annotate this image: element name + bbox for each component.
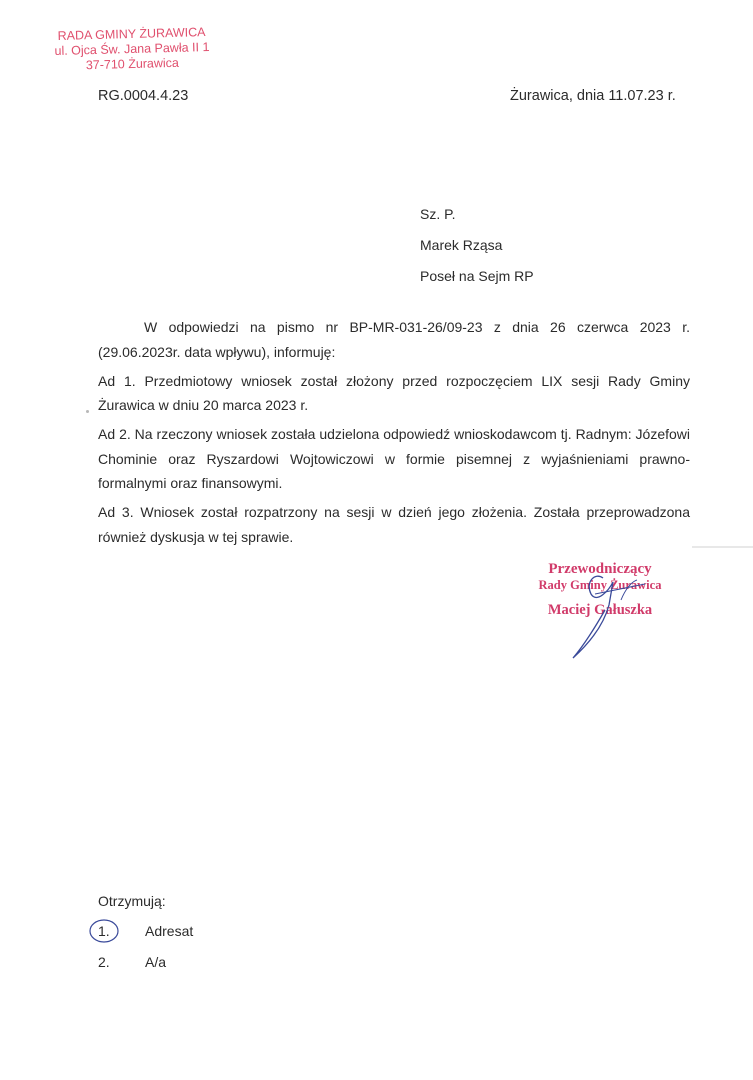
recipient-row — [98, 954, 166, 985]
recipients-block — [98, 893, 194, 985]
scan-dot — [86, 410, 89, 413]
office-stamp — [51, 25, 212, 74]
addressee-name: Marek Rząsa — [420, 237, 503, 253]
addressee-salutation: Sz. P. — [420, 206, 456, 222]
stamp-line-street: ul. Ojca Św. Jana Pawła II 1 — [54, 39, 210, 59]
stamp-line-city: 37-710 Żurawica — [85, 55, 180, 73]
addressee-title: Poseł na Sejm RP — [420, 268, 534, 284]
place-and-date: Żurawica, dnia 11.07.23 r. — [510, 88, 676, 104]
stamp-line-name: RADA GMINY ŻURAWICA — [57, 25, 206, 43]
paragraph-ad3: Ad 3. Wniosek został rozpatrzony na sesji w dzień jego złożenia. Została przeprowadzona również dyskusja w tej sprawie. — [98, 504, 690, 545]
recipient-number: 1. — [98, 923, 110, 939]
signature-name: Maciej Gałuszka — [547, 602, 653, 618]
recipient-label: A/a — [145, 954, 167, 970]
handwritten-signature — [525, 560, 675, 665]
signature-title: Przewodniczący — [548, 561, 652, 577]
scan-edge-line — [692, 546, 753, 548]
addressee-block — [420, 204, 534, 297]
signature-stamp — [515, 560, 685, 670]
paragraph-ad2: Ad 2. Na rzeczony wniosek została udzielona odpowiedź wnioskodawcom tj. Radnym: Józefowi Chominie oraz Ryszardowi Wojtowiczowi w formie pisemnej z wyjaśnieniami prawno-formalnymi oraz finansowymi. — [98, 426, 690, 491]
recipient-number: 2. — [98, 954, 110, 970]
recipient-label: Adresat — [145, 923, 194, 939]
reference-number: RG.0004.4.23 — [98, 88, 189, 104]
intro-paragraph: W odpowiedzi na pismo nr BP-MR-031-26/09-23 z dnia 26 czerwca 2023 r. (29.06.2023r. data wpływu), informuję: — [98, 319, 690, 360]
recipient-row — [98, 923, 194, 954]
signature-body: Rady Gminy Żurawica — [538, 578, 662, 592]
recipients-heading: Otrzymują: — [98, 893, 166, 909]
letter-body — [98, 315, 690, 554]
paragraph-ad1: Ad 1. Przedmiotowy wniosek został złożony przed rozpoczęciem LIX sesji Rady Gminy Żurawica w dniu 20 marca 2023 r. — [98, 372, 690, 413]
